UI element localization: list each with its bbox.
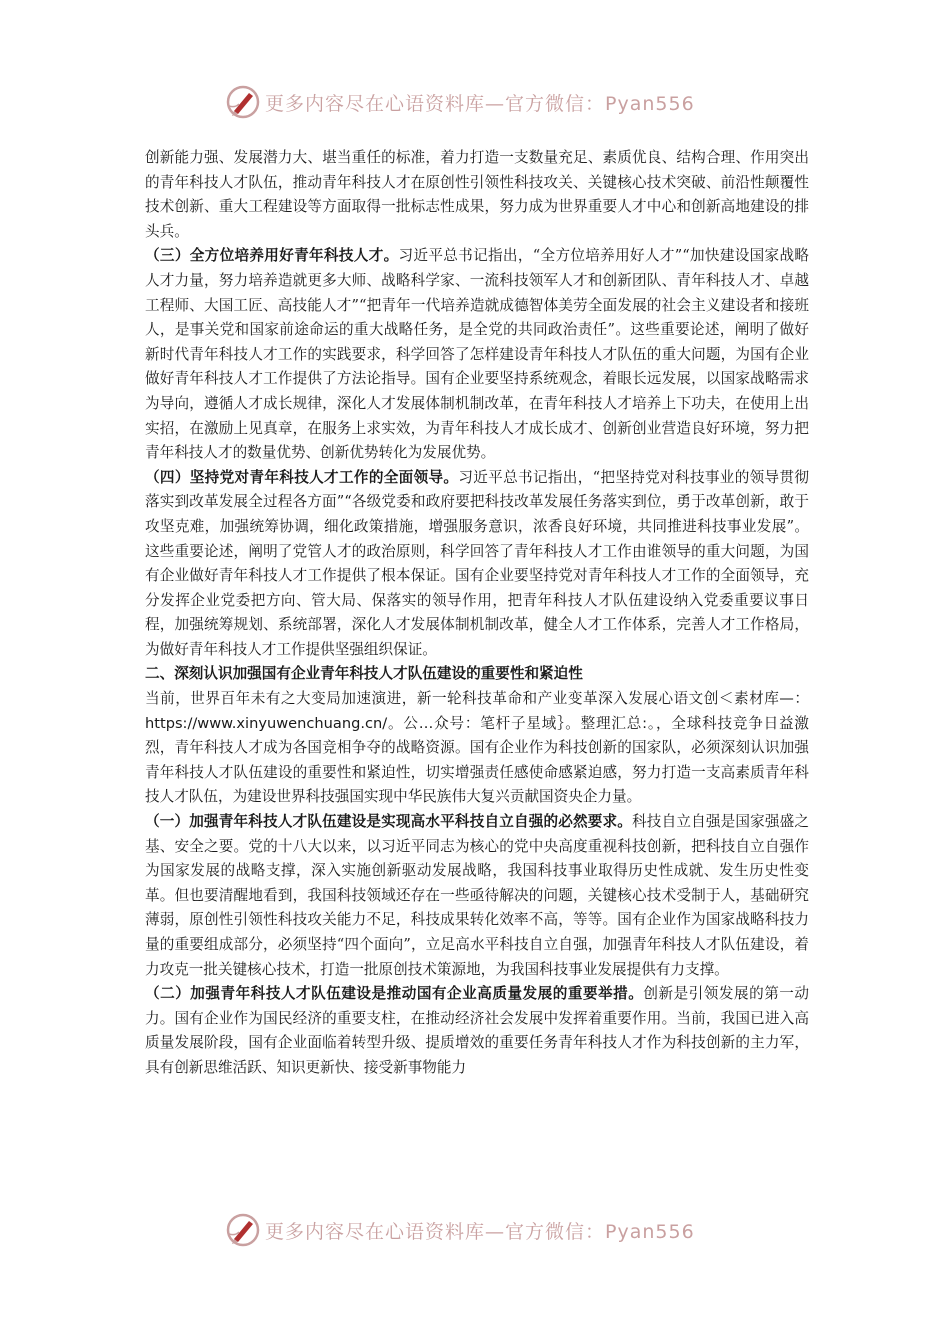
paragraph: （三）全方位培养用好青年科技人才。习近平总书记指出，“全方位培养用好人才”“加快建设国家战略人才力量，努力培养造就更多大师、战略科学家、一流科技领军人才和创新团队、青年科技人才、卓越工程师、大国工匠、高技能人才”“把青年一代培养造就成德智体美劳全面发展的社会主义建设者和接班人，是事关党和国家前途命运的重大战略任务，是全党的共同政治责任”。这些重要论述，阐明了做好新时代青年科技人才工作的实践要求，科学回答了怎样建设青年科技人才队伍的重大问题，为国有企业做好青年科技人才工作提供了方法论指导。国有企业要坚持系统观念，着眼长远发展，以国家战略需求为导向，遵循人才成长规律，深化人才发展体制机制改革，在青年科技人才培养上下功夫，在使用上出实招，在激励上见真章，在服务上求实效，为青年科技人才成长成才、创新创业营造良好环境，努力把青年科技人才的数量优势、创新优势转化为发展优势。 <box>145 247 809 462</box>
banner-text: 更多内容尽在心语资料库—官方微信：Pyan556 <box>265 1220 695 1243</box>
paragraph: 当前，世界百年未有之大变局加速演进，新一轮科技革命和产业变革深入发展心语文创＜素材库—：https://www.xinyuwenchuang.cn/。公…众号：笔杆子星域｝。整理汇总:。，全球科技竞争日益激烈，青年科技人才成为各国竞相争夺的战略资源。国有企业作为科技创新的国家队，必须深刻认识加强青年科技人才队伍建设的重要性和紧迫性，切实增强责任感使命感紧迫感，努力打造一支高素质青年科技人才队伍，为建设世界科技强国实现中华民族伟大复兴贡献国资央企力量。 <box>145 690 809 806</box>
paragraph: 创新能力强、发展潜力大、堪当重任的标准，着力打造一支数量充足、素质优良、结构合理、作用突出的青年科技人才队伍，推动青年科技人才在原创性引领性科技攻关、关键核心技术突破、前沿性颠覆性技术创新、重大工程建设等方面取得一批标志性成果，努力成为世界重要人才中心和创新高地建设的排头兵。 <box>145 149 809 240</box>
pen-logo-icon <box>225 1212 261 1248</box>
paragraph: （四）坚持党对青年科技人才工作的全面领导。习近平总书记指出，“把坚持党对科技事业的领导贯彻落实到改革发展全过程各方面”“各级党委和政府要把科技改革发展任务落实到位，勇于改革创新，敢于攻坚克难，加强统筹协调，细化政策措施，增强服务意识，浓香良好环境，共同推进科技事业发展”。这些重要论述，阐明了党管人才的政治原则，科学回答了青年科技人才工作由谁领导的重大问题，为国有企业做好青年科技人才工作提供了根本保证。国有企业要坚持党对青年科技人才工作的全面领导，充分发挥企业党委把方向、管大局、保落实的领导作用，把青年科技人才队伍建设纳入党委重要议事日程，加强统筹规划、系统部署，深化人才发展体制机制改革，健全人才工作体系，完善人才工作格局，为做好青年科技人才工作提供坚强组织保证。 <box>145 468 809 658</box>
banner-text: 更多内容尽在心语资料库—官方微信：Pyan556 <box>265 92 695 115</box>
paragraph: （一）加强青年科技人才队伍建设是实现高水平科技自立自强的必然要求。科技自立自强是国家强盛之基、安全之要。党的十八大以来，以习近平同志为核心的党中央高度重视科技创新，把科技自立自强作为国家发展的战略支撑，深入实施创新驱动发展战略，我国科技事业取得历史性成就、发生历史性变革。但也要清醒地看到，我国科技领域还存在一些亟待解决的问题，关键核心技术受制于人，基础研究薄弱，原创性引领性科技攻关能力不足，科技成果转化效率不高，等等。国有企业作为国家战略科技力量的重要组成部分，必须坚持“四个面向”，立足高水平科技自立自强，加强青年科技人才队伍建设，着力攻克一批关键核心技术，打造一批原创技术策源地，为我国科技事业发展提供有力支撑。 <box>145 813 809 978</box>
banner-wechat-id: Pyan556 <box>605 1220 695 1243</box>
pen-logo-icon <box>225 84 261 120</box>
footer-banner <box>225 1210 725 1250</box>
section-title: （二）加强青年科技人才队伍建设是推动国有企业高质量发展的重要举措。 <box>145 985 644 1003</box>
paragraph: （二）加强青年科技人才队伍建设是推动国有企业高质量发展的重要举措。创新是引领发展的第一动力。国有企业作为国民经济的重要支柱，在推动经济社会发展中发挥着重要作用。当前，我国已进入高质量发展阶段，国有企业面临着转型升级、提质增效的重要任务青年科技人才作为科技创新的主力军，具有创新思维活跃、知识更新快、接受新事物能力 <box>145 985 809 1076</box>
section-title: （四）坚持党对青年科技人才工作的全面领导。 <box>145 468 459 486</box>
section-title: （一）加强青年科技人才队伍建设是实现高水平科技自立自强的必然要求。 <box>145 813 633 831</box>
banner-wechat-id: Pyan556 <box>605 92 695 115</box>
document-body <box>145 146 809 1081</box>
header-banner <box>225 82 725 122</box>
section-heading: 二、深刻认识加强国有企业青年科技人才队伍建设的重要性和紧迫性 <box>145 665 583 683</box>
section-title: （三）全方位培养用好青年科技人才。 <box>145 247 399 265</box>
